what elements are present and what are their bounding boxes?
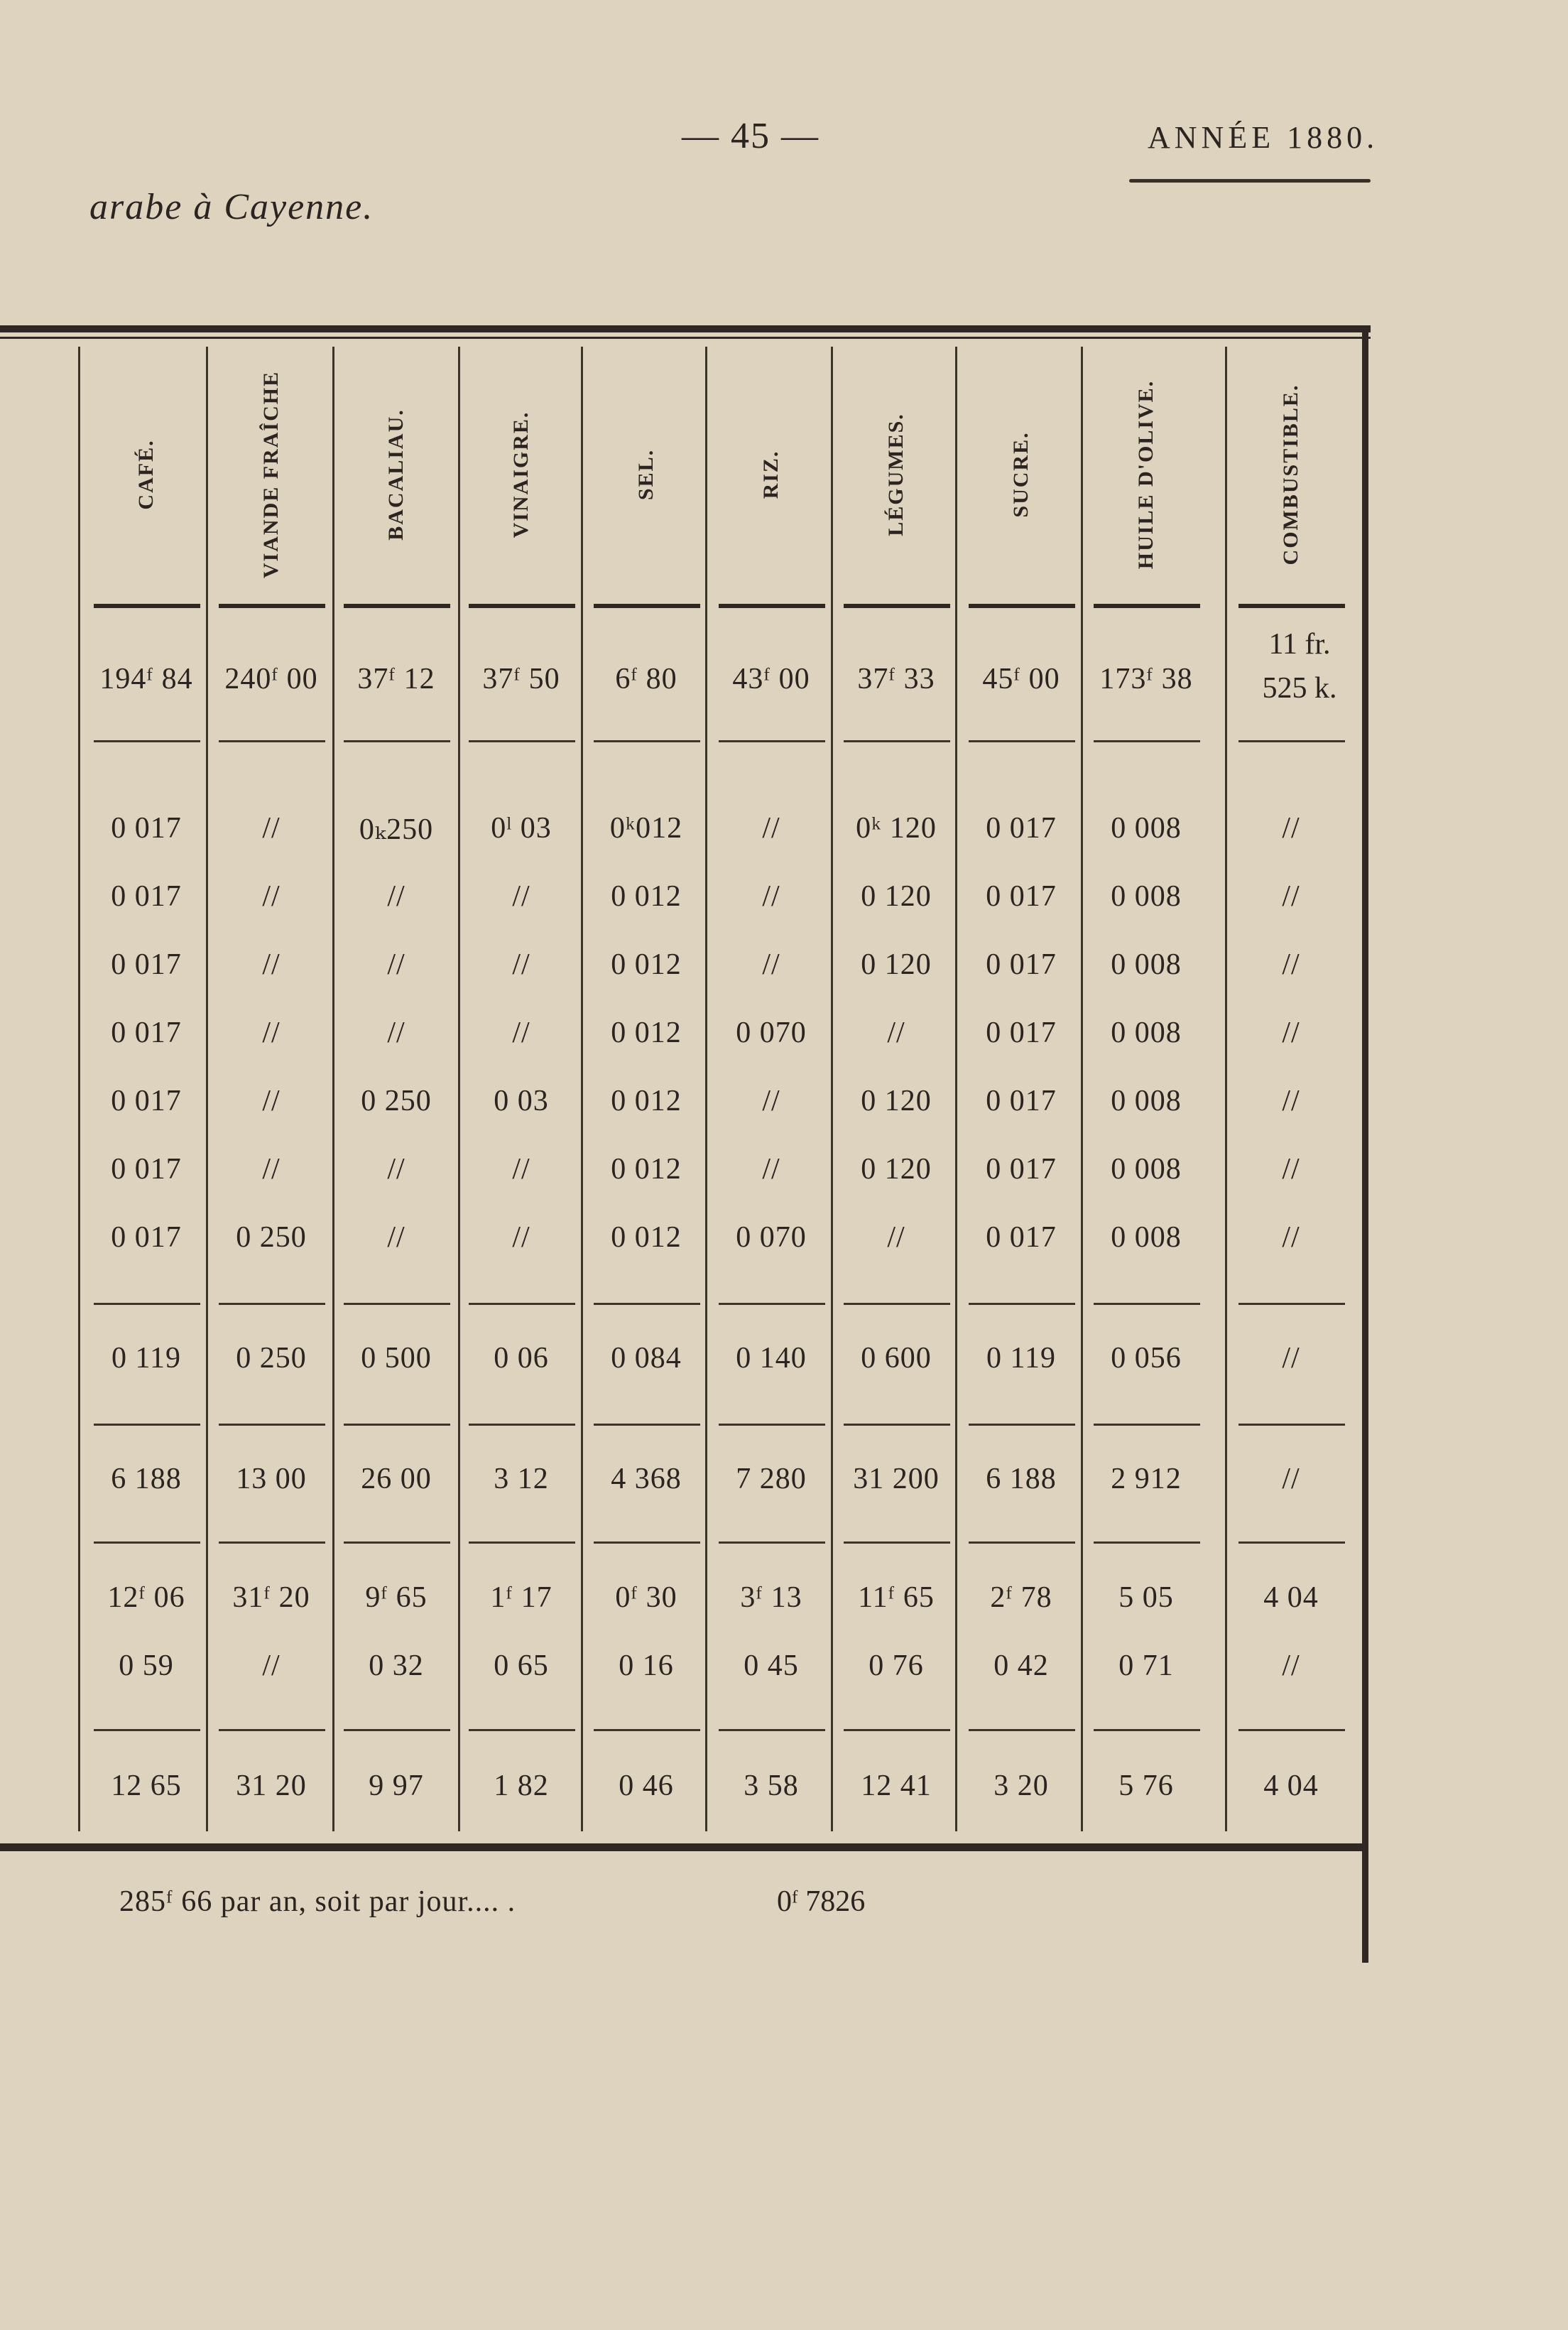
daily-cell: 0 017 (986, 1085, 1057, 1117)
column-divider (1225, 347, 1227, 1831)
cost-cell: 0 71 (1118, 1649, 1174, 1682)
annual-quantity-cell: 13 00 (236, 1463, 307, 1495)
column-divider (78, 347, 80, 1831)
cost-cell: 5 05 (1118, 1581, 1174, 1614)
column-header (711, 352, 832, 597)
daily-cell: 0 017 (111, 880, 182, 913)
row-separator (469, 1303, 575, 1305)
row-separator (344, 1303, 450, 1305)
row-separator (344, 1729, 450, 1731)
annual-quantity-cell: 4 368 (611, 1463, 682, 1495)
annual-quantity-cell: 26 00 (361, 1463, 432, 1495)
weekly-total-cell: 0 140 (736, 1342, 807, 1375)
final-total-cell: 31 20 (236, 1770, 307, 1802)
daily-cell: 0 017 (986, 812, 1057, 845)
year-header: ANNÉE 1880. (1148, 120, 1379, 155)
daily-cell: // (387, 1017, 405, 1049)
page-number: — 45 — (682, 116, 820, 156)
daily-cell: // (1282, 1221, 1300, 1254)
row-separator (844, 1729, 950, 1731)
row-separator (469, 1541, 575, 1544)
column-header-label: SEL. (634, 448, 658, 500)
column-header-label: VIANDE FRAÎCHE (259, 370, 283, 578)
column-header (1231, 352, 1351, 597)
row-separator (594, 1541, 700, 1544)
daily-cell: 0 008 (1111, 948, 1182, 981)
price-cell: 37ᶠ 12 (357, 663, 435, 695)
column-header-label: HUILE D'OLIVE. (1134, 379, 1158, 569)
row-separator (719, 1541, 825, 1544)
row-separator (1238, 1729, 1345, 1731)
final-total-cell: 3 58 (744, 1770, 799, 1802)
cost-cell: 0 65 (494, 1649, 549, 1682)
header-underline (594, 604, 700, 608)
column-header-label: BACALIAU. (384, 408, 408, 541)
row-separator (719, 740, 825, 742)
column-header (461, 352, 582, 597)
daily-cell: // (387, 948, 405, 981)
row-separator (94, 1424, 200, 1426)
year-rule (1129, 179, 1371, 183)
daily-cell: 0 008 (1111, 880, 1182, 913)
cost-cell: 0 45 (744, 1649, 799, 1682)
cost-cell: 9ᶠ 65 (365, 1581, 428, 1614)
daily-cell: // (762, 1085, 780, 1117)
cost-cell: 1ᶠ 17 (490, 1581, 552, 1614)
row-separator (94, 1541, 200, 1544)
daily-cell: 0 012 (611, 948, 682, 981)
daily-cell: // (1282, 812, 1300, 845)
row-separator (94, 1303, 200, 1305)
final-total-cell: 12 65 (111, 1770, 182, 1802)
combustible-price-line-2: 525 k. (1262, 672, 1337, 705)
row-separator (344, 1424, 450, 1426)
header-underline (1238, 604, 1345, 608)
daily-cell: 0 120 (861, 1085, 932, 1117)
daily-cell: 0 017 (986, 880, 1057, 913)
row-separator (1238, 1303, 1345, 1305)
daily-cell: // (387, 880, 405, 913)
column-header (86, 352, 207, 597)
header-underline (844, 604, 950, 608)
final-total-cell: 3 20 (993, 1770, 1049, 1802)
daily-cell: 0 012 (611, 1153, 682, 1186)
daily-cell: // (887, 1221, 905, 1254)
daily-cell: // (262, 880, 281, 913)
cost-cell: 3ᶠ 13 (740, 1581, 802, 1614)
daily-cell: 0 008 (1111, 1221, 1182, 1254)
column-header-label: VINAIGRE. (509, 411, 533, 538)
daily-cell: // (762, 948, 780, 981)
price-cell: 37ᶠ 33 (857, 663, 935, 695)
table-top-border (0, 325, 1371, 332)
row-separator (594, 1729, 700, 1731)
row-separator (594, 740, 700, 742)
row-separator (1094, 1303, 1200, 1305)
final-total-cell: 4 04 (1263, 1770, 1319, 1802)
daily-cell: // (887, 1017, 905, 1049)
price-cell: 45ᶠ 00 (982, 663, 1060, 695)
column-header (336, 352, 457, 597)
row-separator (1238, 1541, 1345, 1544)
daily-cell: 0 017 (111, 1085, 182, 1117)
daily-cell: 0 012 (611, 1221, 682, 1254)
row-separator (719, 1729, 825, 1731)
combustible-price-line-1: 11 fr. (1268, 628, 1331, 661)
daily-cell: 0 008 (1111, 1085, 1182, 1117)
daily-cell: // (262, 1153, 281, 1186)
daily-cell: // (762, 880, 780, 913)
row-separator (344, 1541, 450, 1544)
row-separator (844, 1424, 950, 1426)
daily-cell: // (512, 1017, 530, 1049)
daily-cell: 0 250 (236, 1221, 307, 1254)
header-underline (1094, 604, 1200, 608)
daily-cell: 0 070 (736, 1221, 807, 1254)
annual-quantity-cell: 2 912 (1111, 1463, 1182, 1495)
table-right-border (1362, 325, 1368, 1963)
final-total-cell: 9 97 (369, 1770, 424, 1802)
cost-cell: 0 32 (369, 1649, 424, 1682)
row-separator (219, 1303, 325, 1305)
daily-cell: // (1282, 1017, 1300, 1049)
daily-cell: 0 017 (986, 1221, 1057, 1254)
cost-cell: 12ᶠ 06 (107, 1581, 185, 1614)
daily-cell: 0 017 (111, 1221, 182, 1254)
daily-cell: // (387, 1153, 405, 1186)
cost-cell: 31ᶠ 20 (232, 1581, 310, 1614)
annual-quantity-cell: 6 188 (986, 1463, 1057, 1495)
header-underline (94, 604, 200, 608)
daily-cell: 0 03 (494, 1085, 549, 1117)
final-total-cell: 5 76 (1118, 1770, 1174, 1802)
title-fragment: arabe à Cayenne. (89, 187, 374, 227)
row-separator (219, 1424, 325, 1426)
row-separator (344, 740, 450, 742)
row-separator (844, 1541, 950, 1544)
header-underline (969, 604, 1075, 608)
cost-cell: 0 42 (993, 1649, 1049, 1682)
daily-cell: 0ˡ 03 (491, 812, 552, 845)
row-separator (94, 740, 200, 742)
daily-cell: 0 017 (111, 812, 182, 845)
row-separator (469, 1729, 575, 1731)
row-separator (969, 1729, 1075, 1731)
daily-cell: // (1282, 1085, 1300, 1117)
price-cell: 240ᶠ 00 (224, 663, 318, 695)
daily-cell: 0 012 (611, 880, 682, 913)
daily-cell: 0 120 (861, 1153, 932, 1186)
daily-cell: // (762, 1153, 780, 1186)
row-separator (469, 740, 575, 742)
row-separator (94, 1729, 200, 1731)
weekly-total-cell: // (1282, 1342, 1300, 1375)
cost-cell: 4 04 (1263, 1581, 1319, 1614)
final-total-cell: 0 46 (619, 1770, 674, 1802)
daily-cell: // (512, 1221, 530, 1254)
table-top-border-inner (0, 337, 1371, 339)
daily-cell: // (512, 1153, 530, 1186)
cost-cell: // (1282, 1649, 1300, 1682)
price-cell: 194ᶠ 84 (99, 663, 193, 695)
final-total-cell: 1 82 (494, 1770, 549, 1802)
column-header (1086, 352, 1207, 597)
table-bottom-border (0, 1843, 1367, 1851)
annual-quantity-cell: 31 200 (853, 1463, 940, 1495)
daily-cell: // (262, 812, 281, 845)
combustible-price (1232, 622, 1367, 710)
row-separator (219, 740, 325, 742)
row-separator (1238, 740, 1345, 742)
header-underline (719, 604, 825, 608)
daily-cell: 0ᵏ 120 (856, 812, 937, 845)
row-separator (1094, 740, 1200, 742)
row-separator (969, 1424, 1075, 1426)
column-header-label: LÉGUMES. (884, 412, 908, 536)
column-header (961, 352, 1082, 597)
row-separator (1094, 1541, 1200, 1544)
annual-quantity-cell: 7 280 (736, 1463, 807, 1495)
row-separator (1094, 1729, 1200, 1731)
cost-cell: 0 76 (869, 1649, 924, 1682)
daily-cell: 0 017 (111, 1153, 182, 1186)
daily-cell: // (512, 948, 530, 981)
daily-cell: // (1282, 948, 1300, 981)
header-underline (219, 604, 325, 608)
annual-quantity-cell: 6 188 (111, 1463, 182, 1495)
row-separator (469, 1424, 575, 1426)
daily-cell: 0 250 (361, 1085, 432, 1117)
column-header (211, 352, 332, 597)
weekly-total-cell: 0 600 (861, 1342, 932, 1375)
row-separator (219, 1729, 325, 1731)
column-header-label: CAFÉ. (134, 438, 158, 510)
weekly-total-cell: 0 084 (611, 1342, 682, 1375)
row-separator (844, 740, 950, 742)
row-separator (1094, 1424, 1200, 1426)
header-underline (469, 604, 575, 608)
daily-cell: 0 017 (986, 1017, 1057, 1049)
daily-cell: 0 008 (1111, 1017, 1182, 1049)
weekly-total-cell: 0 119 (111, 1342, 181, 1375)
daily-cell: 0 120 (861, 948, 932, 981)
daily-cell: // (1282, 880, 1300, 913)
daily-cell: // (387, 1221, 405, 1254)
cost-cell: // (262, 1649, 281, 1682)
price-cell: 43ᶠ 00 (732, 663, 810, 695)
row-separator (969, 1541, 1075, 1544)
cost-cell: 11ᶠ 65 (858, 1581, 935, 1614)
weekly-total-cell: 0 119 (986, 1342, 1056, 1375)
price-cell: 173ᶠ 38 (1099, 663, 1193, 695)
daily-cell: // (262, 948, 281, 981)
daily-cell: 0 008 (1111, 812, 1182, 845)
row-separator (719, 1424, 825, 1426)
cost-cell: 0ᶠ 30 (615, 1581, 677, 1614)
daily-cell: 0 017 (986, 948, 1057, 981)
weekly-total-cell: 0 500 (361, 1342, 432, 1375)
weekly-total-cell: 0 056 (1111, 1342, 1182, 1375)
daily-cell: // (1282, 1153, 1300, 1186)
header-underline (344, 604, 450, 608)
daily-cell: // (262, 1085, 281, 1117)
annual-quantity-cell: 3 12 (494, 1463, 549, 1495)
daily-cell: 0 012 (611, 1085, 682, 1117)
weekly-total-cell: 0 250 (236, 1342, 307, 1375)
row-separator (219, 1541, 325, 1544)
daily-cell: 0 017 (111, 948, 182, 981)
daily-cell: 0 012 (611, 1017, 682, 1049)
footer-daily-value: 0ᶠ 7826 (777, 1885, 866, 1918)
daily-cell: 0ₖ250 (359, 813, 434, 846)
column-header-label: SUCRE. (1009, 430, 1033, 518)
column-header (586, 352, 707, 597)
annual-quantity-cell: // (1282, 1463, 1300, 1495)
daily-cell: 0 008 (1111, 1153, 1182, 1186)
column-header-label: COMBUSTIBLE. (1279, 384, 1302, 565)
column-header-label: RIZ. (759, 450, 783, 499)
daily-cell: 0 017 (111, 1017, 182, 1049)
daily-cell: // (512, 880, 530, 913)
column-header (836, 352, 957, 597)
weekly-total-cell: 0 06 (494, 1342, 549, 1375)
cost-cell: 0 16 (619, 1649, 674, 1682)
row-separator (1238, 1424, 1345, 1426)
row-separator (594, 1303, 700, 1305)
daily-cell: 0ᵏ012 (609, 812, 683, 845)
daily-cell: 0 120 (861, 880, 932, 913)
price-cell: 6ᶠ 80 (615, 663, 677, 695)
price-cell: 37ᶠ 50 (482, 663, 560, 695)
daily-cell: // (762, 812, 780, 845)
footer-annual-text: 285ᶠ 66 par an, soit par jour.... . (119, 1885, 516, 1918)
daily-cell: 0 070 (736, 1017, 807, 1049)
row-separator (844, 1303, 950, 1305)
cost-cell: 0 59 (119, 1649, 174, 1682)
row-separator (969, 1303, 1075, 1305)
row-separator (719, 1303, 825, 1305)
row-separator (969, 740, 1075, 742)
row-separator (594, 1424, 700, 1426)
daily-cell: // (262, 1017, 281, 1049)
final-total-cell: 12 41 (861, 1770, 932, 1802)
daily-cell: 0 017 (986, 1153, 1057, 1186)
cost-cell: 2ᶠ 78 (990, 1581, 1052, 1614)
